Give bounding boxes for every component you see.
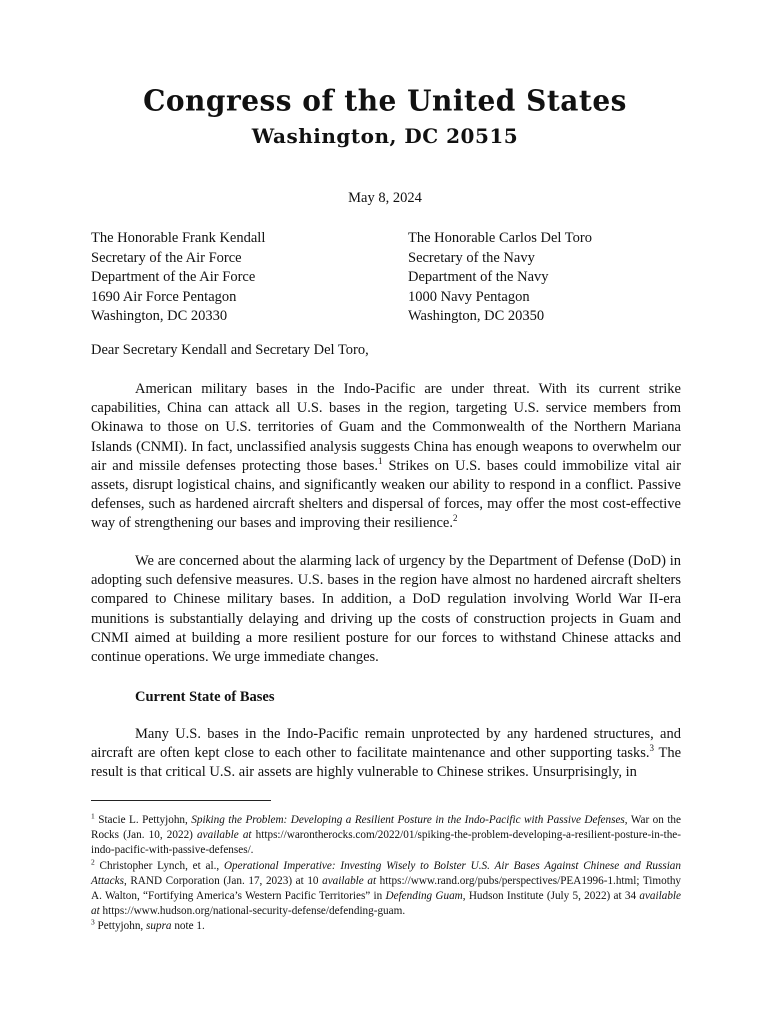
footnote-available-at: available at [91, 890, 682, 918]
recipient-address-kendall [91, 229, 265, 327]
address-line: Secretary of the Navy [408, 249, 535, 266]
footnote-number: 2 [91, 856, 95, 866]
paragraph-text: American military bases in the Indo-Pacific are under threat. With its current strike capabilities, China can attack all U.S. bases in the region, targeting U.S. service members from Okinawa to those on U.S. territories of Guam and the Commonwealth of the Northern Mariana Islands (CNMI). In fact, unclassified analysis suggests China has enough weapons to overwhelm our air and missile defenses protecting those bases. [91, 381, 681, 474]
footnote-text: Christopher Lynch, et al., [94, 859, 224, 872]
address-line: Department of the Navy [408, 269, 549, 285]
footnote-text: , War on the Rocks (Jan. 10, 2022) [91, 814, 681, 842]
address-line: The Honorable Frank Kendall [91, 230, 266, 246]
salutation: Dear Secretary Kendall and Secretary Del Toro, [91, 342, 369, 358]
footnote-text: , RAND Corporation (Jan. 17, 2023) at 10 [123, 874, 323, 887]
footnote-available-at: available at [197, 829, 252, 842]
letter-date: May 8, 2024 [348, 190, 422, 206]
footnote-1 [91, 813, 681, 859]
footnote-link[interactable]: https://www.rand.org/pubs/perspectives/PEA1996-1.html; Timothy A. Walton, “Fortifying America’s Western Pacific Territories” in [91, 874, 682, 903]
footnote-link[interactable]: https://warontherocks.com/2022/01/spiking-the-problem-developing-a-resilient-posture-in-the-indo-pacific-with-passive-defenses/. [91, 829, 681, 857]
address-line: 1690 Air Force Pentagon [91, 288, 237, 305]
footnote-divider [91, 800, 271, 801]
address-line: Secretary of the Air Force [91, 249, 242, 266]
address-line: Washington, DC 20330 [91, 308, 228, 324]
address-line: Department of the Air Force [91, 269, 256, 285]
footnote-2 [91, 856, 682, 920]
footnote-ref[interactable]: 1 [378, 455, 383, 466]
recipient-address-del-toro [408, 229, 592, 327]
footnote-number: 1 [91, 811, 95, 821]
footnote-text: Pettyjohn, [94, 920, 147, 933]
footnote-available-at: available at [322, 874, 377, 887]
footnote-title: Spiking the Problem: Developing a Resilient Posture in the Indo-Pacific with Passive Defenses [191, 814, 625, 826]
body-paragraph-3 [91, 725, 681, 783]
footnote-link[interactable]: https://www.hudson.org/national-security-defense/defending-guam. [99, 905, 406, 918]
footnote-text: , Hudson Institute (July 5, 2022) at 34 [462, 890, 640, 903]
footnote-supra: supra [146, 920, 172, 933]
letterhead-subtitle: Washington, DC 20515 [251, 124, 519, 148]
letterhead-title: Congress of the United States [143, 83, 627, 118]
address-line: Washington, DC 20350 [408, 308, 545, 324]
footnotes [91, 813, 681, 935]
footnote-ref[interactable]: 2 [453, 513, 458, 524]
footnote-3 [91, 919, 681, 934]
address-line: The Honorable Carlos Del Toro [408, 230, 592, 246]
footnote-text: Stacie L. Pettyjohn, [94, 814, 192, 826]
paragraph-text: Strikes on U.S. bases could immobilize vital air assets, disrupt logistical chains, and significantly weaken our ability to respond in a conflict. Passive defenses, such as hardened aircraft shelters and dispersal of forces, may offer the most cost-effective way of strengthening our bases and improving their resilience. [91, 457, 682, 532]
section-heading: Current State of Bases [135, 689, 275, 705]
footnote-number: 3 [91, 917, 95, 927]
body-paragraph-1 [91, 380, 681, 534]
footnote-ref[interactable]: 3 [649, 743, 654, 754]
footnote-title: Operational Imperative: Investing Wisely to Bolster U.S. Air Bases Against Chinese and Russian Attacks [91, 859, 681, 887]
paragraph-text: Many U.S. bases in the Indo-Pacific remain unprotected by any hardened structures, and aircraft are often kept close to each other to facilitate maintenance and other supporting tasks. [91, 726, 681, 762]
paragraph-text: The result is that critical U.S. air assets are highly vulnerable to Chinese strikes. Unsurprisingly, in [91, 745, 682, 781]
body-paragraph-2: We are concerned about the alarming lack of urgency by the Department of Defense (DoD) in adopting such defensive measures. U.S. bases in the region have almost no hardened aircraft shelters compared to Chinese military bases. In addition, a DoD regulation involving World War II-era munitions is substantially delaying and driving up the costs of construction projects in Guam and CNMI aimed at building a more resilient posture for our forces to withstand Chinese attacks and continue operations. We urge immediate changes. [91, 553, 681, 666]
address-line: 1000 Navy Pentagon [408, 288, 530, 305]
footnote-title: Defending Guam [385, 890, 463, 903]
footnote-text: note 1. [171, 920, 205, 933]
